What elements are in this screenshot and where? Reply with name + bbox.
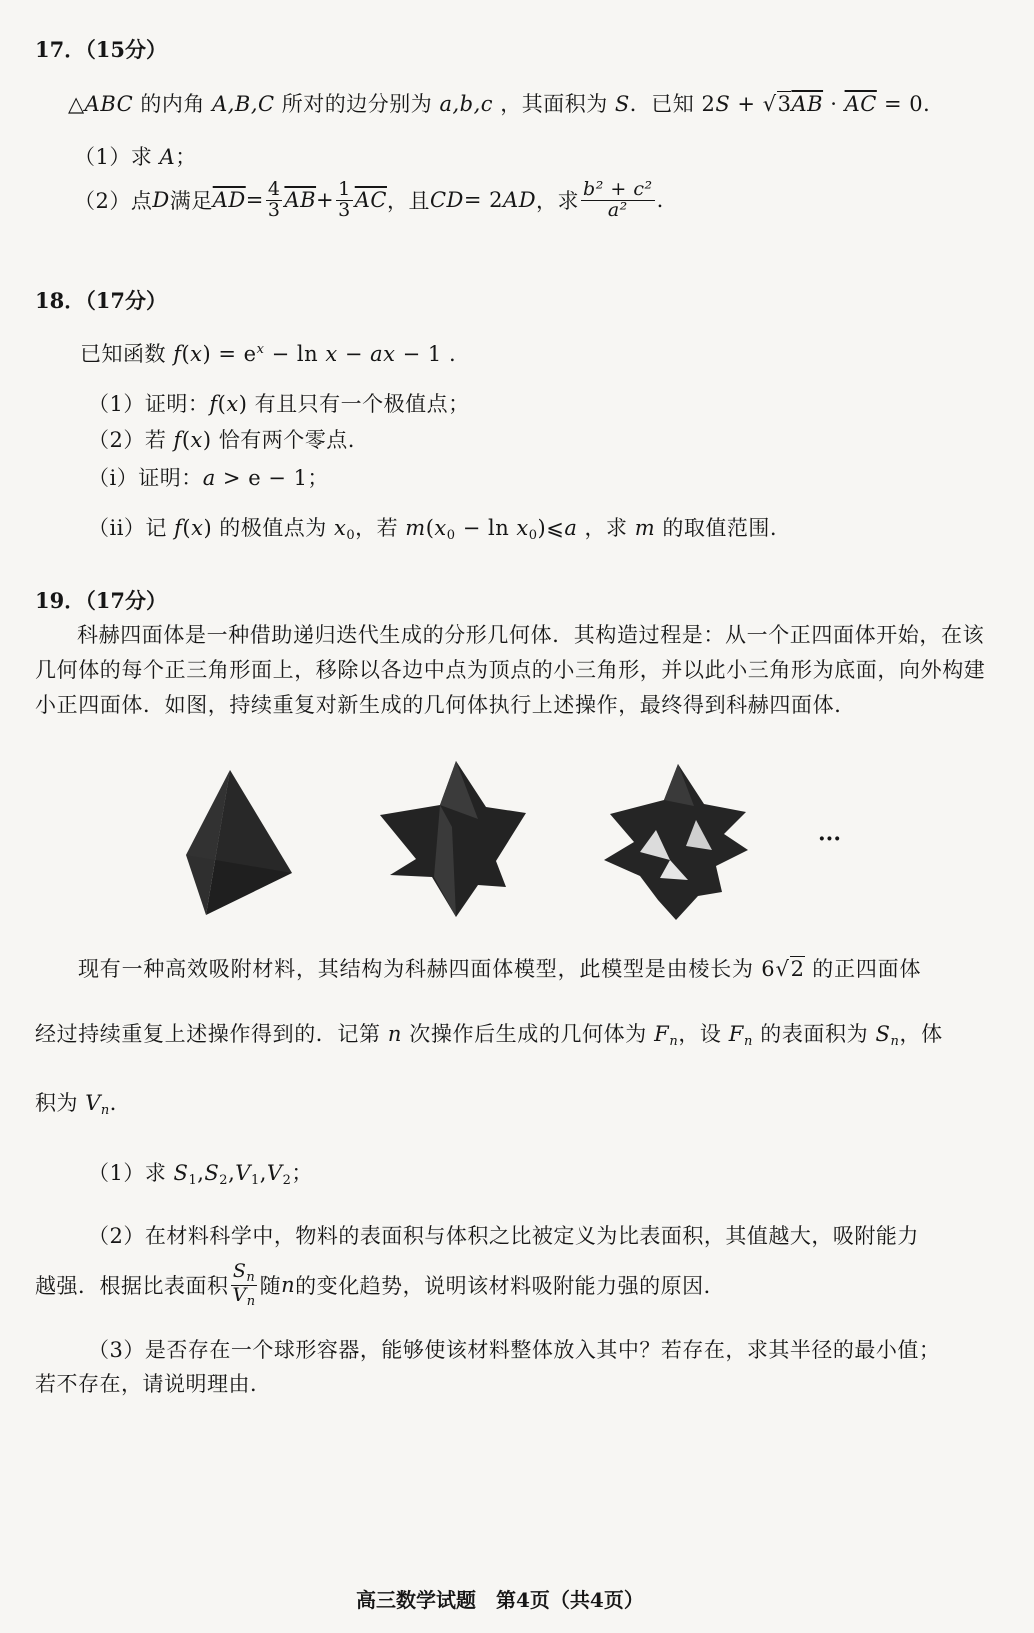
- q18-part2-ii: （ii）记 f(x) 的极值点为 $x_0$，若 $m(x_0 - \ln$ $x_0)⩽a$ ，求 m 的取值范围.: [88, 516, 778, 543]
- q18-part2: （2）若 f(x) 恰有两个零点.: [88, 428, 355, 452]
- tetrahedron-figure-3: [600, 760, 752, 925]
- q19-part3-line1: （3）是否存在一个球形容器，能够使该材料整体放入其中？若存在，求其半径的最小值；: [88, 1338, 941, 1362]
- q19-para3: 经过持续重复上述操作得到的．记第 n 次操作后生成的几何体为 $F_n$，设 $F_n$ 的表面积为 $S_n$，体: [35, 1022, 943, 1049]
- figure-ellipsis: ···: [818, 826, 841, 852]
- fraction-1-3: $\frac{1}{3}$: [338, 178, 351, 221]
- q19-part2-line2: 越强．根据比表面积 $\frac{S_n}{V_n}$ 随 n 的变化趋势，说明该材料吸附能力强的原因．: [35, 1260, 726, 1309]
- page-footer: 高三数学试题 第4页（共4页）: [356, 1588, 644, 1612]
- tetrahedron-figure-1: [180, 765, 300, 925]
- fraction-sn-vn: $\frac{S_n}{V_n}$: [232, 1260, 256, 1309]
- q19-intro: 科赫四面体是一种借助递归迭代生成的分形几何体．其构造过程是：从一个正四面体开始，在该几何体的每个正三角形面上，移除以各边中点为顶点的小三角形，并以此小三角形为底面，向外构建小正四面体．如图，持续重复对新生成的几何体执行上述操作，最终得到科赫四面体．: [35, 623, 986, 717]
- q17-header: 17．（15分）: [35, 37, 167, 62]
- q19-part3-line2: 若不存在，请说明理由．: [35, 1372, 272, 1396]
- q19-para2: 现有一种高效吸附材料，其结构为科赫四面体模型，此模型是由棱长为 6√2 的正四面体: [78, 957, 922, 981]
- fraction-4-3: $\frac{4}{3}$: [267, 178, 281, 221]
- q18-part2-i: （i）证明：a > e − 1；: [88, 466, 329, 490]
- q17-stem: △ABC 的内角 A,B,C 所对的边分别为 a,b,c ，其面积为 S．已知 $2S + √3\overline{AB} \cdot \overline{AC} = 0$．: [68, 92, 945, 116]
- q19-para4: 积为 $V_n$．: [35, 1091, 132, 1118]
- q17-part1: （1）求 A；: [74, 145, 197, 169]
- tetrahedron-figure-2: [378, 757, 530, 922]
- fraction-b2c2-a2: $\frac{\text{b² + c²}}{\text{a²}}$: [583, 178, 653, 221]
- q19-part1: （1）求 $S_1,S_2,V_1,V_2$；: [88, 1161, 313, 1188]
- q18-stem: 已知函数 $f(x) = e^x - \ln x$ − ax − 1 .: [80, 342, 457, 366]
- q18-part1: （1）证明：f(x) 有且只有一个极值点；: [88, 392, 470, 416]
- q19-header: 19．（17分）: [35, 588, 167, 613]
- q19-part2-line1: （2）在材料科学中，物料的表面积与体积之比被定义为比表面积，其值越大，吸附能力: [88, 1224, 919, 1248]
- q17-part2: （2）点 D 满足 $\overline{AD}$ = $\frac{4}{3}$ $\overline{AB}$ + $\frac{1}{3}$ $\overline{AC}$ ，且 CD = 2 AD ，求 $\frac{\text{b² + c²}}{\text{a²}}$ .: [74, 178, 664, 221]
- q18-header: 18．（17分）: [35, 288, 167, 313]
